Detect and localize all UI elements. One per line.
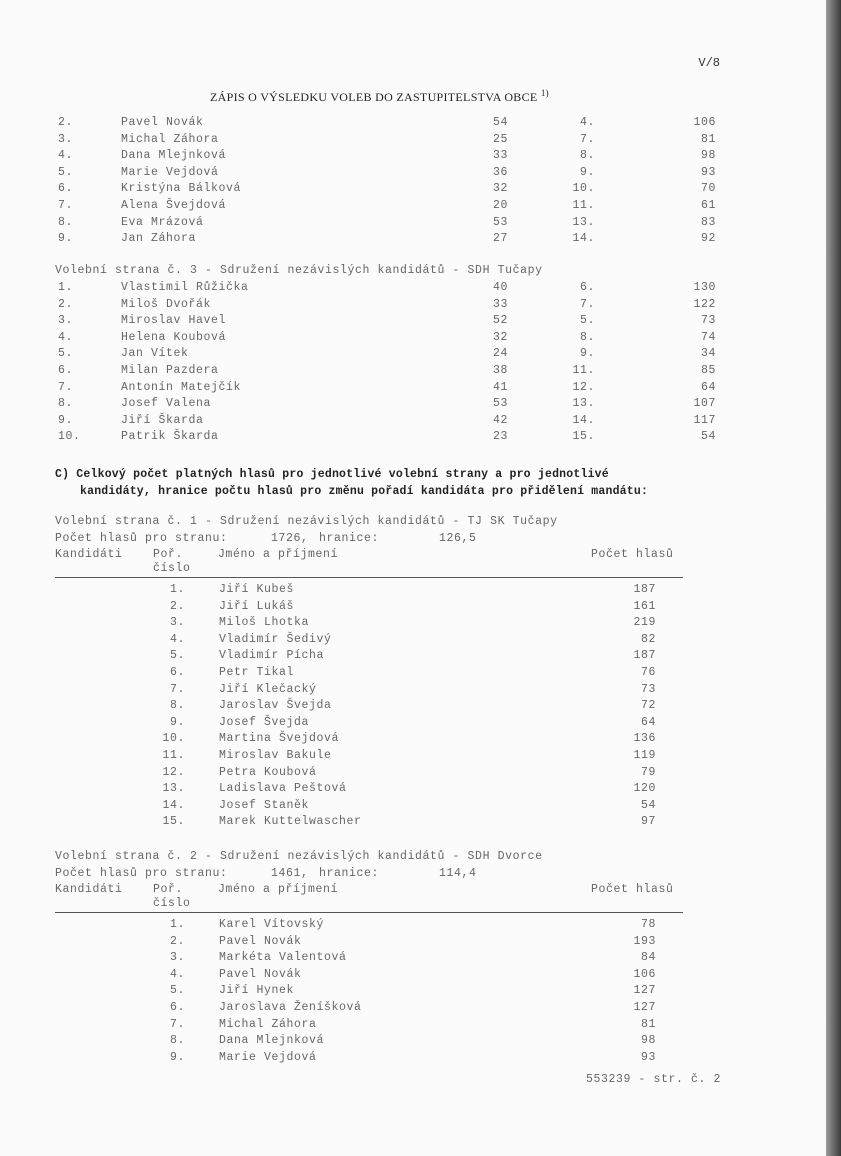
value-3: 98 (700, 149, 716, 163)
value-3: 122 (693, 297, 716, 311)
candidate-name: Miroslav Havel (121, 314, 227, 328)
candidate-row (0, 749, 826, 766)
page-footer: 553239 - str. č. 2 (586, 1073, 722, 1086)
party1-votes-value: 1726, (271, 532, 309, 545)
value-1: 40 (492, 281, 508, 294)
value-3: 70 (700, 182, 716, 196)
candidate-row (0, 782, 826, 799)
candidate-order: 3. (169, 616, 185, 630)
candidate-name: Antonín Matejčík (121, 380, 242, 394)
row-number: 1. (58, 281, 74, 294)
candidate-order: 15. (162, 815, 185, 829)
candidate-order: 5. (169, 649, 185, 663)
row-number: 6. (58, 363, 74, 377)
header-pocet: Počet hlasů (591, 548, 674, 561)
party2-table-header (55, 883, 685, 913)
candidate-name: Miloš Dvořák (121, 297, 212, 311)
candidate-name: Miloš Lhotka (219, 616, 310, 630)
header-kandidati: Kandidáti (55, 883, 123, 896)
section-c-heading (55, 466, 648, 500)
header-por: Poř. (153, 883, 184, 896)
candidate-order: 13. (162, 782, 185, 796)
value-2: 4. (579, 116, 595, 129)
candidate-votes: 106 (633, 967, 656, 981)
candidate-name: Markéta Valentová (219, 951, 347, 965)
candidate-name: Alena Švejdová (121, 198, 227, 212)
value-3: 74 (700, 330, 716, 344)
candidate-row (0, 716, 826, 733)
candidate-row (0, 1018, 826, 1035)
value-2: 14. (572, 413, 595, 427)
header-cislo: číslo (153, 897, 191, 910)
value-3: 130 (693, 281, 716, 294)
row-number: 7. (58, 198, 74, 212)
row-number: 4. (58, 330, 74, 344)
candidate-votes: 127 (633, 1000, 656, 1014)
candidate-row (0, 918, 826, 935)
candidate-name: Martina Švejdová (219, 732, 340, 746)
candidate-name: Helena Koubová (121, 330, 227, 344)
candidate-name: Dana Mlejnková (121, 149, 227, 163)
party2-votes-line (55, 867, 477, 880)
candidate-votes: 97 (640, 815, 656, 829)
candidate-row (0, 968, 826, 985)
value-1: 25 (492, 132, 508, 146)
candidate-votes: 93 (640, 1050, 656, 1064)
value-1: 53 (492, 215, 508, 229)
section-c-line1: C) Celkový počet platných hlasů pro jednotlivé volební strany a pro jednotlivé (55, 468, 609, 481)
value-2: 6. (579, 281, 595, 294)
result-row (0, 314, 826, 331)
candidate-order: 1. (169, 583, 185, 596)
title-footnote: 1) (540, 88, 549, 98)
value-2: 15. (572, 430, 595, 444)
candidate-name: Patrik Škarda (121, 430, 219, 444)
candidate-order: 7. (169, 682, 185, 696)
result-row (0, 199, 826, 216)
value-2: 8. (579, 330, 595, 344)
value-2: 12. (572, 380, 595, 394)
candidate-order: 8. (169, 699, 185, 713)
party2-limit-label: hranice: (319, 867, 380, 880)
candidate-name: Marie Vejdová (219, 1050, 317, 1064)
header-kandidati: Kandidáti (55, 548, 123, 561)
result-row (0, 216, 826, 233)
row-number: 2. (58, 297, 74, 311)
candidate-order: 4. (169, 632, 185, 646)
candidate-row (0, 732, 826, 749)
scan-edge (826, 0, 841, 1156)
party3-results-table (0, 281, 826, 447)
party1-table-header (55, 548, 685, 578)
candidate-votes: 82 (640, 632, 656, 646)
candidate-order: 2. (169, 934, 185, 948)
document-title (210, 88, 549, 105)
candidate-row (0, 815, 826, 832)
party3-heading: Volební strana č. 3 - Sdružení nezávislých kandidátů - SDH Tučapy (55, 264, 543, 277)
candidate-name: Jiří Škarda (121, 413, 204, 427)
result-row (0, 232, 826, 249)
row-number: 8. (58, 397, 74, 411)
candidate-name: Jaroslav Švejda (219, 699, 332, 713)
party2-header-rule (55, 912, 683, 913)
candidate-name: Jaroslava Ženíšková (219, 1000, 362, 1014)
row-number: 2. (58, 116, 74, 129)
candidate-votes: 76 (640, 665, 656, 679)
result-row (0, 116, 826, 133)
candidate-row (0, 699, 826, 716)
party2-candidates-table (0, 918, 826, 1067)
party1-votes-line (55, 532, 477, 545)
candidate-row (0, 1034, 826, 1051)
result-row (0, 133, 826, 150)
candidate-order: 10. (162, 732, 185, 746)
value-2: 11. (572, 363, 595, 377)
result-row (0, 397, 826, 414)
value-2: 10. (572, 182, 595, 196)
value-3: 73 (700, 314, 716, 328)
candidate-votes: 187 (633, 583, 656, 596)
candidate-order: 11. (162, 748, 185, 762)
result-row (0, 281, 826, 298)
party2-heading: Volební strana č. 2 - Sdružení nezávislých kandidátů - SDH Dvorce (55, 850, 543, 863)
candidate-order: 7. (169, 1017, 185, 1031)
candidate-row (0, 951, 826, 968)
candidate-order: 9. (169, 715, 185, 729)
value-2: 5. (579, 314, 595, 328)
result-row (0, 414, 826, 431)
candidate-name: Petr Tikal (219, 665, 295, 679)
row-number: 4. (58, 149, 74, 163)
candidate-votes: 161 (633, 599, 656, 613)
row-number: 5. (58, 347, 74, 361)
header-pocet: Počet hlasů (591, 883, 674, 896)
candidate-order: 4. (169, 967, 185, 981)
row-number: 8. (58, 215, 74, 229)
candidate-order: 3. (169, 951, 185, 965)
value-3: 107 (693, 397, 716, 411)
candidate-name: Vlastimil Růžička (121, 281, 249, 294)
section-c-line2: kandidáty, hranice počtu hlasů pro změnu pořadí kandidáta pro přidělení mandátu: (80, 485, 649, 498)
candidate-order: 8. (169, 1034, 185, 1048)
candidate-votes: 193 (633, 934, 656, 948)
candidate-votes: 81 (640, 1017, 656, 1031)
value-3: 93 (700, 165, 716, 179)
candidate-votes: 136 (633, 732, 656, 746)
row-number: 3. (58, 314, 74, 328)
value-1: 42 (492, 413, 508, 427)
value-1: 52 (492, 314, 508, 328)
candidate-name: Ladislava Peštová (219, 782, 347, 796)
candidate-votes: 120 (633, 782, 656, 796)
value-2: 13. (572, 215, 595, 229)
candidate-order: 1. (169, 918, 185, 931)
candidate-votes: 84 (640, 951, 656, 965)
candidate-order: 12. (162, 765, 185, 779)
value-1: 41 (492, 380, 508, 394)
value-3: 83 (700, 215, 716, 229)
candidate-name: Eva Mrázová (121, 215, 204, 229)
row-number: 10. (58, 430, 81, 444)
page-number: V/8 (698, 56, 720, 70)
candidate-name: Miroslav Bakule (219, 748, 332, 762)
candidate-row (0, 633, 826, 650)
candidate-name: Michal Záhora (219, 1017, 317, 1031)
candidate-votes: 79 (640, 765, 656, 779)
candidate-name: Dana Mlejnková (219, 1034, 325, 1048)
candidate-name: Marek Kuttelwascher (219, 815, 362, 829)
value-3: 34 (700, 347, 716, 361)
candidate-row (0, 799, 826, 816)
result-row (0, 182, 826, 199)
candidate-row (0, 1051, 826, 1068)
title-text: ZÁPIS O VÝSLEDKU VOLEB DO ZASTUPITELSTVA OBCE (210, 90, 538, 104)
candidate-votes: 98 (640, 1034, 656, 1048)
candidate-votes: 127 (633, 984, 656, 998)
candidate-row (0, 935, 826, 952)
candidate-order: 5. (169, 984, 185, 998)
value-2: 7. (579, 297, 595, 311)
party2-votes-value: 1461, (271, 867, 309, 880)
candidate-row (0, 583, 826, 600)
row-number: 9. (58, 413, 74, 427)
result-row (0, 166, 826, 183)
value-2: 8. (579, 149, 595, 163)
value-1: 27 (492, 232, 508, 246)
candidate-order: 9. (169, 1050, 185, 1064)
candidate-name: Marie Vejdová (121, 165, 219, 179)
value-3: 106 (693, 116, 716, 129)
candidate-row (0, 649, 826, 666)
row-number: 9. (58, 232, 74, 246)
candidate-order: 6. (169, 665, 185, 679)
value-2: 9. (579, 347, 595, 361)
candidate-order: 2. (169, 599, 185, 613)
party1-header-rule (55, 577, 683, 578)
result-row (0, 298, 826, 315)
candidate-name: Vladimír Pícha (219, 649, 325, 663)
candidate-name: Josef Švejda (219, 715, 310, 729)
candidate-row (0, 616, 826, 633)
candidate-row (0, 683, 826, 700)
candidate-name: Kristýna Bálková (121, 182, 242, 196)
candidate-name: Petra Koubová (219, 765, 317, 779)
value-1: 33 (492, 297, 508, 311)
party2-votes-label: Počet hlasů pro stranu: (55, 867, 228, 880)
value-1: 33 (492, 149, 508, 163)
result-row (0, 149, 826, 166)
candidate-name: Pavel Novák (219, 934, 302, 948)
value-1: 24 (492, 347, 508, 361)
value-1: 53 (492, 397, 508, 411)
value-3: 54 (700, 430, 716, 444)
value-1: 38 (492, 363, 508, 377)
header-jmeno: Jméno a příjmení (218, 548, 339, 561)
row-number: 7. (58, 380, 74, 394)
result-row (0, 381, 826, 398)
party1-heading: Volební strana č. 1 - Sdružení nezávislých kandidátů - TJ SK Tučapy (55, 515, 558, 528)
value-3: 85 (700, 363, 716, 377)
value-1: 32 (492, 330, 508, 344)
party1-votes-label: Počet hlasů pro stranu: (55, 532, 228, 545)
candidate-name: Pavel Novák (121, 116, 204, 129)
candidate-name: Jiří Lukáš (219, 599, 295, 613)
header-cislo: číslo (153, 562, 191, 575)
value-2: 11. (572, 198, 595, 212)
value-1: 23 (492, 430, 508, 444)
value-2: 9. (579, 165, 595, 179)
row-number: 3. (58, 132, 74, 146)
value-3: 92 (700, 232, 716, 246)
value-2: 14. (572, 232, 595, 246)
candidate-name: Jiří Klečacký (219, 682, 317, 696)
result-row (0, 347, 826, 364)
value-1: 20 (492, 198, 508, 212)
party1-candidates-table (0, 583, 826, 832)
value-3: 117 (693, 413, 716, 427)
header-jmeno: Jméno a příjmení (218, 883, 339, 896)
value-1: 54 (492, 116, 508, 129)
row-number: 5. (58, 165, 74, 179)
top-results-table (0, 116, 826, 249)
candidate-name: Josef Valena (121, 397, 212, 411)
candidate-name: Karel Vítovský (219, 918, 325, 931)
candidate-row (0, 1001, 826, 1018)
result-row (0, 331, 826, 348)
row-number: 6. (58, 182, 74, 196)
header-por: Poř. (153, 548, 184, 561)
candidate-name: Michal Záhora (121, 132, 219, 146)
candidate-name: Josef Staněk (219, 798, 310, 812)
candidate-row (0, 984, 826, 1001)
party1-limit-value: 126,5 (439, 532, 477, 545)
candidate-name: Vladimír Šedivý (219, 632, 332, 646)
candidate-votes: 119 (633, 748, 656, 762)
value-2: 13. (572, 397, 595, 411)
result-row (0, 430, 826, 447)
value-1: 36 (492, 165, 508, 179)
candidate-name: Jiří Kubeš (219, 583, 295, 596)
value-3: 64 (700, 380, 716, 394)
candidate-votes: 78 (640, 918, 656, 931)
candidate-order: 14. (162, 798, 185, 812)
value-2: 7. (579, 132, 595, 146)
candidate-order: 6. (169, 1000, 185, 1014)
candidate-votes: 219 (633, 616, 656, 630)
candidate-votes: 187 (633, 649, 656, 663)
result-row (0, 364, 826, 381)
candidate-name: Jan Vítek (121, 347, 189, 361)
candidate-votes: 54 (640, 798, 656, 812)
candidate-name: Milan Pazdera (121, 363, 219, 377)
candidate-row (0, 600, 826, 617)
party2-limit-value: 114,4 (439, 867, 477, 880)
party1-limit-label: hranice: (319, 532, 380, 545)
candidate-votes: 73 (640, 682, 656, 696)
candidate-name: Jan Záhora (121, 232, 197, 246)
candidate-row (0, 766, 826, 783)
candidate-votes: 72 (640, 699, 656, 713)
candidate-votes: 64 (640, 715, 656, 729)
value-3: 81 (700, 132, 716, 146)
value-1: 32 (492, 182, 508, 196)
value-3: 61 (700, 198, 716, 212)
candidate-name: Jiří Hynek (219, 984, 295, 998)
candidate-name: Pavel Novák (219, 967, 302, 981)
candidate-row (0, 666, 826, 683)
